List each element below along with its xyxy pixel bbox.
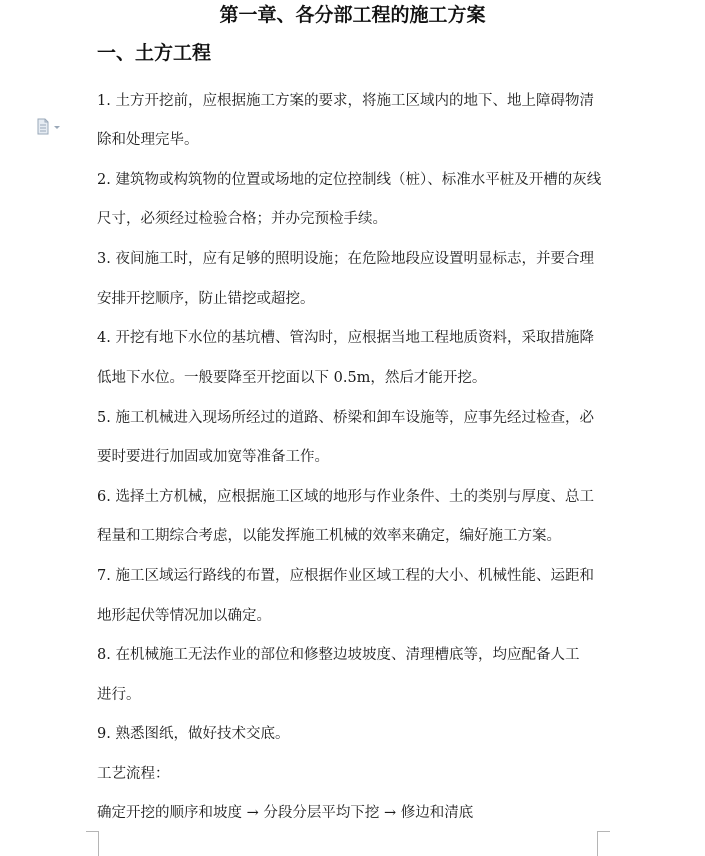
body-line: 5. 施工机械进入现场所经过的道路、桥梁和卸车设施等，应事先经过检查，必: [97, 410, 594, 426]
body-line: 要时要进行加固或加宽等准备工作。: [97, 449, 329, 465]
body-line: 除和处理完毕。: [97, 132, 199, 148]
body-line: 3. 夜间施工时，应有足够的照明设施；在危险地段应设置明显标志，并要合理: [97, 251, 594, 267]
body-line: 6. 选择土方机械，应根据施工区域的地形与作业条件、土的类别与厚度、总工: [97, 489, 594, 505]
body-line: 进行。: [97, 687, 141, 703]
body-line: 程量和工期综合考虑，以能发挥施工机械的效率来确定，编好施工方案。: [97, 528, 561, 544]
section-heading: 一、土方工程: [97, 42, 212, 64]
body-line: 工艺流程：: [97, 766, 170, 782]
page-corner-mark-left: [86, 831, 99, 856]
body-line: 9. 熟悉图纸，做好技术交底。: [97, 726, 290, 742]
page-corner-mark-right: [597, 831, 610, 856]
body-line: 2. 建筑物或构筑物的位置或场地的定位控制线（桩）、标准水平桩及开槽的灰线: [97, 172, 602, 188]
body-line: 4. 开挖有地下水位的基坑槽、管沟时，应根据当地工程地质资料，采取措施降: [97, 330, 594, 346]
document-outline-icon[interactable]: [36, 118, 64, 136]
body-line: 1. 土方开挖前，应根据施工方案的要求，将施工区域内的地下、地上障碍物清: [97, 93, 594, 109]
body-line: 8. 在机械施工无法作业的部位和修整边坡坡度、清理槽底等，均应配备人工: [97, 647, 580, 663]
body-line: 尺寸，必须经过检验合格；并办完预检手续。: [97, 211, 387, 227]
body-line: 确定开挖的顺序和坡度 → 分段分层平均下挖 → 修边和清底: [97, 805, 474, 821]
body-line: 7. 施工区域运行路线的布置，应根据作业区域工程的大小、机械性能、运距和: [97, 568, 594, 584]
body-line: 安排开挖顺序，防止错挖或超挖。: [97, 291, 315, 307]
body-line: 低地下水位。一般要降至开挖面以下 0.5m，然后才能开挖。: [97, 370, 487, 386]
chapter-title: 第一章、各分部工程的施工方案: [219, 4, 486, 26]
body-line: 地形起伏等情况加以确定。: [97, 608, 271, 624]
